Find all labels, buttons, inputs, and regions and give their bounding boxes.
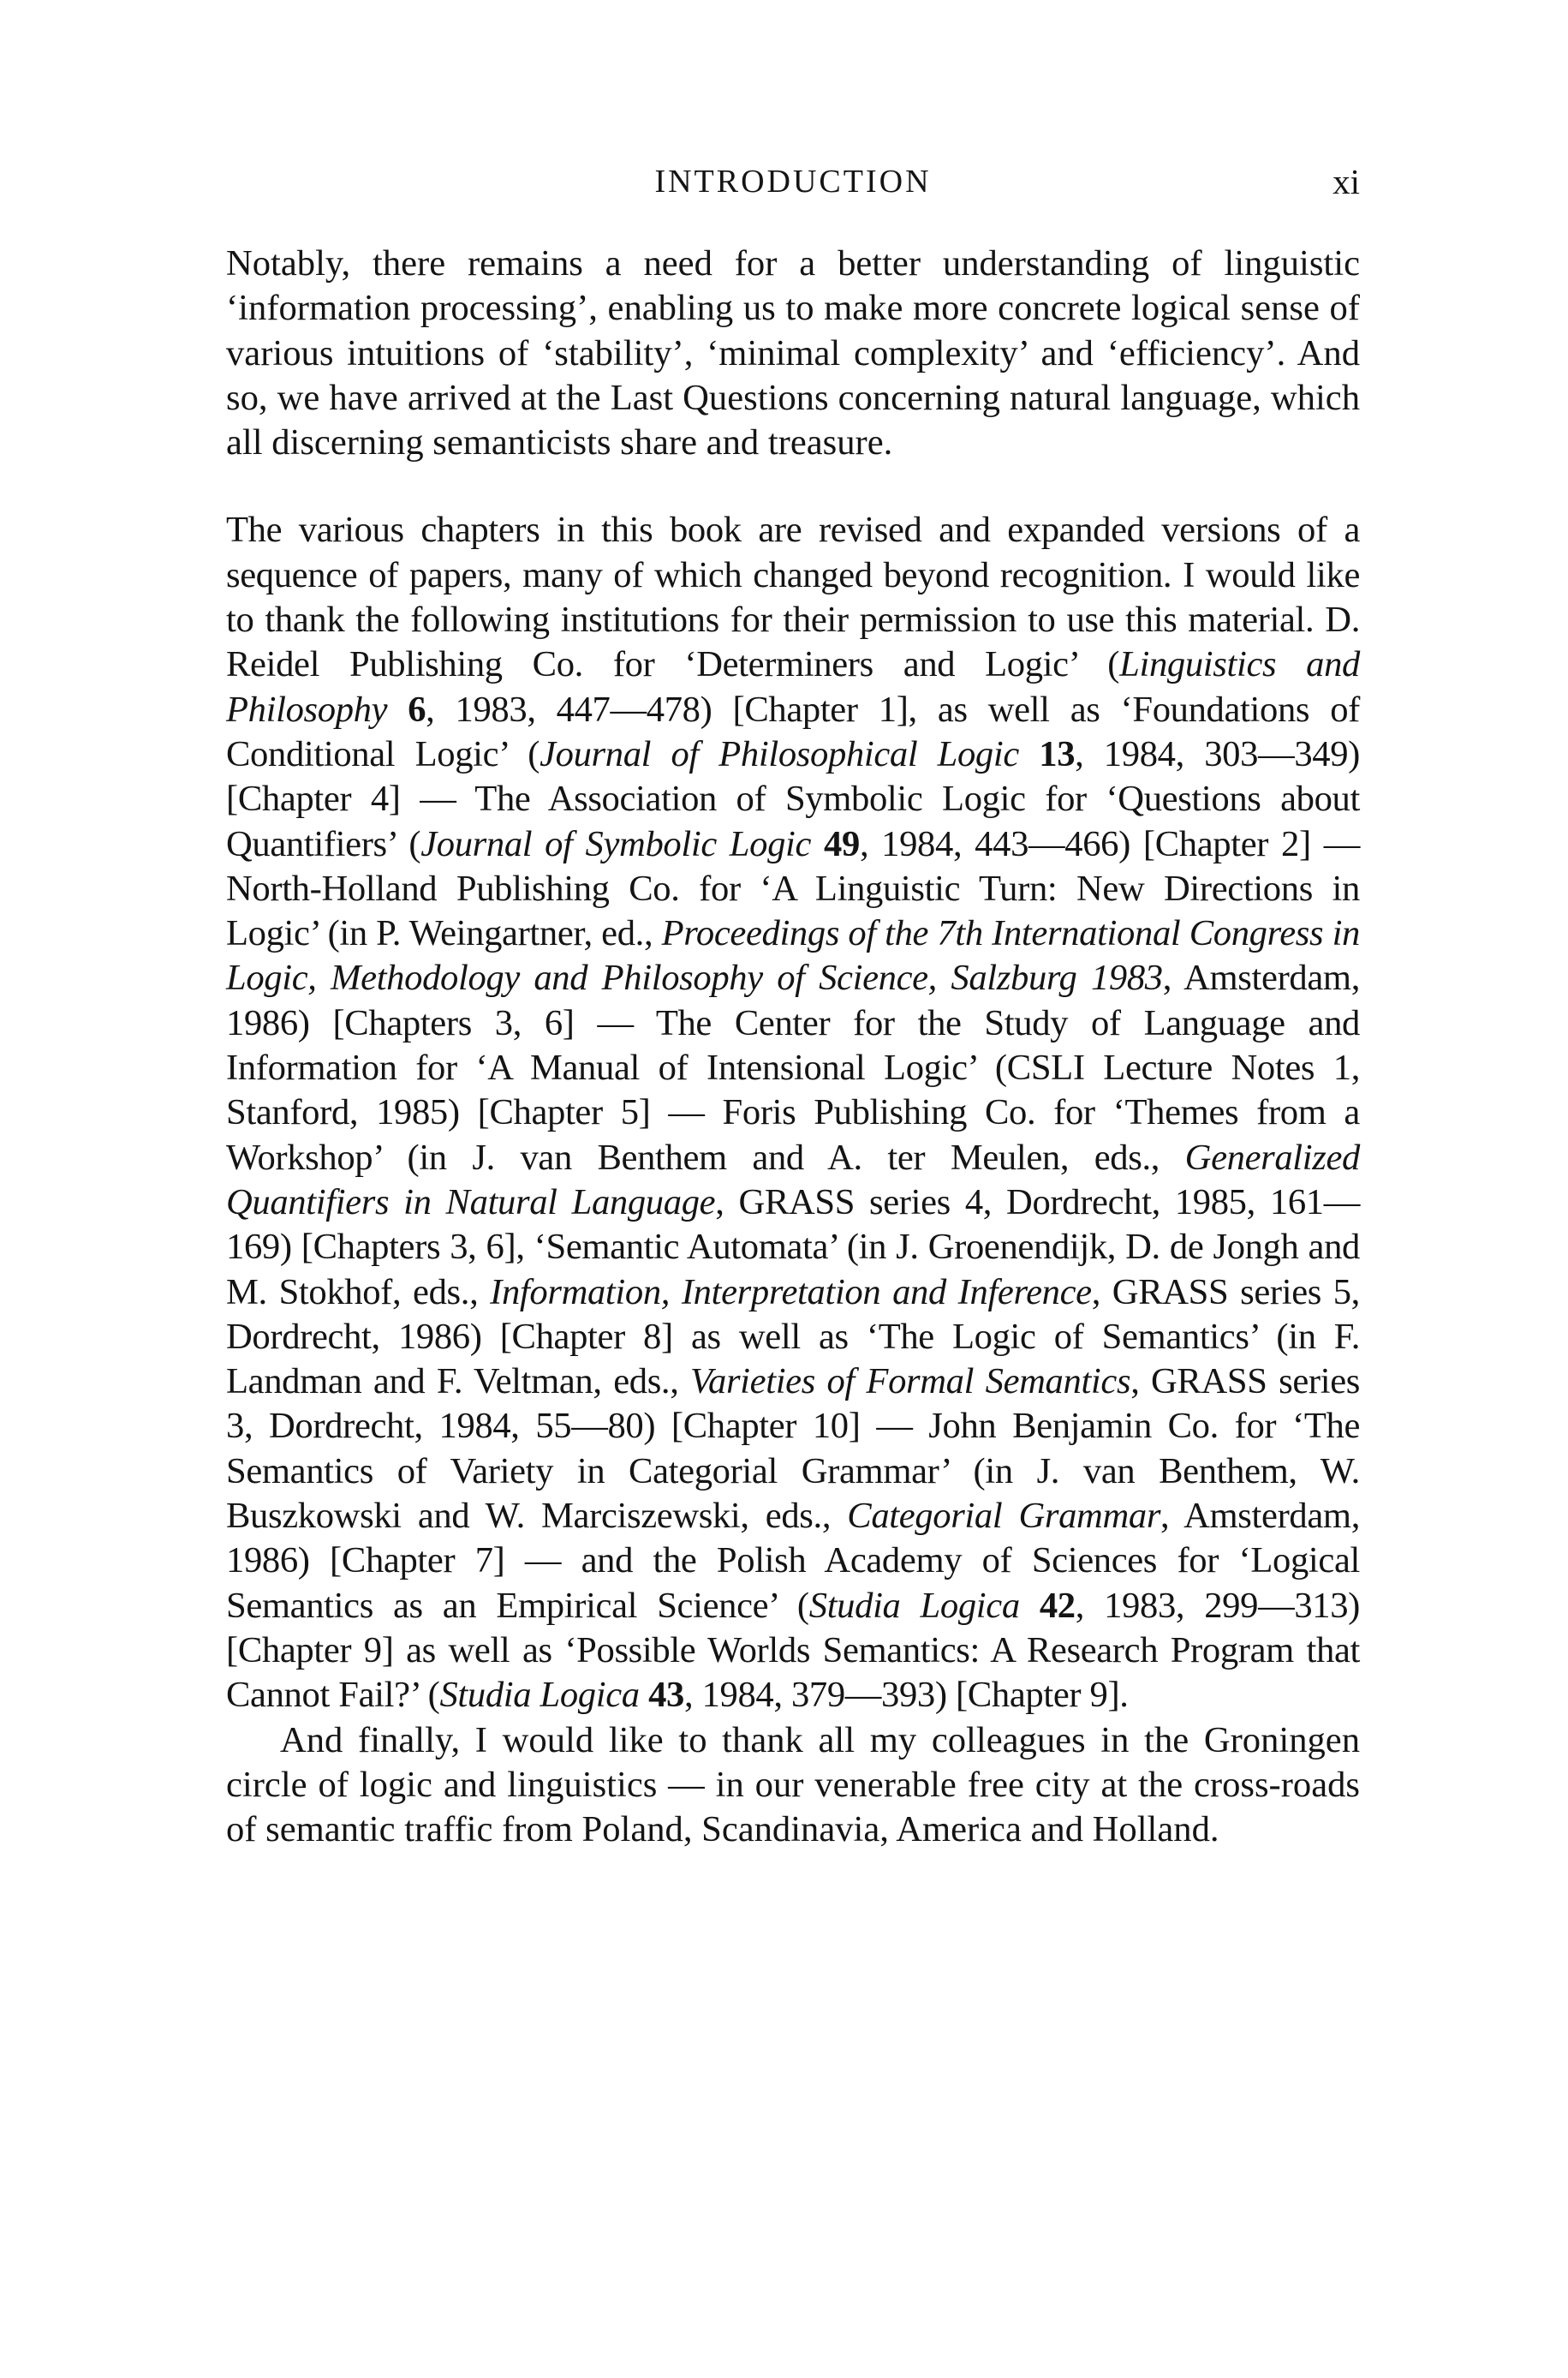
page-number: xi (1333, 162, 1360, 201)
paragraph-finally (226, 1718, 1360, 1853)
text-run (640, 1675, 648, 1715)
italic-title: Information, Interpretation and Inference (490, 1271, 1092, 1312)
italic-title: Proceedings of the 7th International Congress in Logic, Methodology and Philosophy of Science, Salzburg 1983 (226, 913, 1360, 999)
text-run: , Amsterdam, 1986) [Chapters 3, 6] — The Center for the Study of Language and Information for ‘A Manual of Intensional Logic’ (CSLI Lecture Notes 1, Stanford, 1985) [Chapter 5] — Foris Publishing Co. for ‘Themes from a Workshop’ (in J. van Benthem and A. ter Meulen, eds., (226, 958, 1360, 1178)
text-run: , GRASS series 3, Dordrecht, 1984, 55—80) [Chapter 10] — John Benjamin Co. for ‘The Semantics of Variety in Categorial Grammar’ (in J. van Benthem, W. Buszkowski and W. Marciszewski, eds., (226, 1361, 1360, 1537)
body-text (226, 242, 1360, 1852)
italic-title: Linguistics and Philosophy (226, 644, 1360, 730)
paragraph-acknowledgements (226, 508, 1360, 1718)
text-run (811, 824, 824, 864)
text-run (1019, 734, 1039, 774)
italic-title: Studia Logica (439, 1675, 640, 1716)
text-run: , GRASS series 5, Dordrecht, 1986) [Chapter 8] as well as ‘The Logic of Semantics’ (in F. Landman and F. Veltman, eds., (226, 1271, 1360, 1402)
text-run (1020, 1586, 1040, 1626)
paragraph-notably (226, 242, 1360, 465)
text-run: The various chapters in this book are revised and expanded versions of a sequence of papers, many of which changed beyond recognition. I would like to thank the following institutions for their permission to use this material. D. Reidel Publishing Co. for ‘Determiners and Logic’ ( (226, 510, 1360, 685)
text-run: Notably, there remains a need for a better understanding of linguistic ‘information processing’, enabling us to make more concrete logical sense of various intuitions of ‘stability’, ‘minimal complexity’ and ‘efficiency’. And so, we have arrived at the Last Questions concerning natural language, which all discerning semanticists share and treasure. (226, 243, 1360, 463)
text-run: , Amsterdam, 1986) [Chapter 7] — and the Polish Academy of Sciences for ‘Logical Semantics as an Empirical Science’ ( (226, 1496, 1360, 1626)
italic-title: Varieties of Formal Semantics (690, 1361, 1131, 1402)
running-head (226, 159, 1360, 204)
running-title: INTRODUCTION (654, 164, 932, 200)
italic-title: Generalized Quantifiers in Natural Language (226, 1137, 1360, 1222)
italic-title: Categorial Grammar (847, 1496, 1161, 1537)
italic-title: Journal of Symbolic Logic (420, 823, 812, 864)
text-run (387, 690, 408, 730)
text-run: And finally, I would like to thank all my colleagues in the Groningen circle of logic and linguistics — in our venerable free city at the cross-roads of semantic traffic from Poland, Scandinavia, America and Holland. (226, 1719, 1360, 1850)
text-run: , 1983, 447—478) [Chapter 1], as well as ‘Foundations of Conditional Logic’ ( (226, 689, 1360, 774)
text-run: , 1984, 443—466) [Chapter 2] — North-Holland Publishing Co. for ‘A Linguistic Turn: New Directions in Logic’ (in P. Weingartner, ed., (226, 823, 1360, 954)
volume-number: 6 (408, 689, 426, 730)
volume-number: 43 (648, 1675, 684, 1716)
volume-number: 49 (824, 823, 860, 864)
italic-title: Journal of Philosophical Logic (540, 733, 1019, 774)
text-run: , 1984, 303—349) [Chapter 4] — The Association of Symbolic Logic for ‘Questions about Quantifiers’ ( (226, 733, 1360, 864)
text-run: , 1983, 299—313) [Chapter 9] as well as ‘Possible Worlds Semantics: A Research Program that Cannot Fail?’ ( (226, 1585, 1360, 1716)
text-run: , 1984, 379—393) [Chapter 9]. (683, 1675, 1129, 1716)
text-run: , GRASS series 4, Dordrecht, 1985, 161—169) [Chapters 3, 6], ‘Semantic Automata’ (in J. Groenendijk, D. de Jongh and M. Stokhof, eds., (226, 1181, 1360, 1312)
volume-number: 13 (1039, 733, 1076, 774)
italic-title: Studia Logica (808, 1585, 1020, 1626)
volume-number: 42 (1039, 1585, 1076, 1626)
